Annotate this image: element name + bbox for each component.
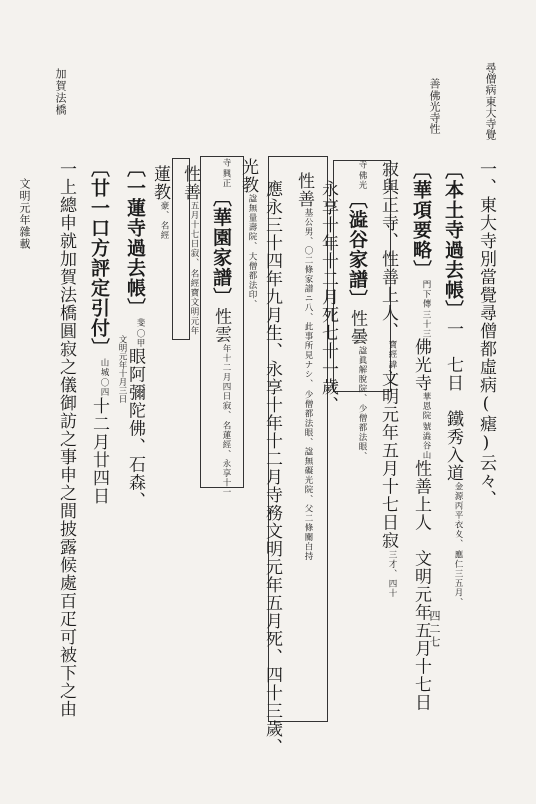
page-number: 四二七 bbox=[428, 610, 441, 649]
margin-note-1: 東大寺覺 尋僧病 bbox=[484, 62, 497, 140]
entry-ichirenji: 〔一蓮寺過去帳〕 〇甲 斐 眼阿彌陀佛、石森、 bbox=[124, 158, 146, 510]
entry-nijuichiguchi: 〔廿一口方評定引付〕 〇四 山城 十二月廿四日 bbox=[88, 158, 110, 505]
source-hondoji: 〔本土寺過去帳〕 bbox=[442, 160, 464, 320]
entry-kazusa: 一上總申就加賀法橋圓寂之儀御訪之事申之間披露候處百疋可被下之由 bbox=[56, 160, 76, 718]
ichirenji-date-note: 文明元年十月三日 bbox=[117, 335, 127, 403]
entry-shozen-1: 性善 少僧都法眼、諡無礙光院、父二條關白持 基公男、〇二條家譜ニ八、此事所見ナシ、 bbox=[294, 172, 314, 561]
source-ichirenji: 〔一蓮寺過去帳〕 bbox=[124, 158, 146, 318]
entry-kakouyouryaku: 〔華項要略〕 三十三 門下傳 佛光寺 號澁谷山 華恩院 性善上人 文明元年五月十七日 bbox=[410, 160, 432, 712]
source-shibuya: 〔澁谷家譜〕 bbox=[346, 189, 368, 310]
entry-oei: 應永三十四年九月生、永享十年十二月寺務文明元年五月死、四十三歲、 bbox=[262, 180, 282, 756]
entry-shozen-2: 性善 名經寶文明元年 五月十七日寂、 bbox=[180, 165, 200, 335]
section-title: 加賀法橋 bbox=[54, 68, 67, 116]
entry-hondoji: 〔本土寺過去帳〕一 七日 鐵秀入道 應仁三五月、 金源丙平衣夊、 bbox=[442, 160, 464, 607]
entry-eikyo-death: 永享十年十二月死七十一歲、 bbox=[318, 180, 338, 414]
source-kakouyouryaku: 〔華項要略〕 bbox=[410, 160, 432, 280]
entry-todaiji: 一、東大寺別當覺尋僧都虛病(瘧)云々、 bbox=[476, 160, 496, 508]
entry-kouseiji: 寂與正寺、性善上人、 諱 寶經 文明元年五月十七日寂 四十 三才、 bbox=[378, 160, 398, 598]
entry-kaen: 興正 寺 〔華園家譜〕性雲 名蓮經、永享十一 年十二月四日寂、 bbox=[210, 158, 232, 497]
entry-shibuya: 佛光 寺 〔澁谷家譜〕性曇 少僧都法眼、 諡眞解脫院、 bbox=[346, 160, 368, 461]
book-title: 文明元年雜載 bbox=[18, 178, 31, 250]
source-kaen: 〔華園家譜〕 bbox=[210, 187, 232, 308]
entry-renkyo: 蓮教 名經 豪、 bbox=[150, 165, 170, 240]
source-nijuichiguchi: 〔廿一口方評定引付〕 bbox=[88, 158, 110, 358]
margin-note-2: 佛光寺性 善 bbox=[428, 78, 441, 134]
entry-kokyo: 光教 大僧都法印、 諡無量壽院、 bbox=[238, 158, 258, 309]
